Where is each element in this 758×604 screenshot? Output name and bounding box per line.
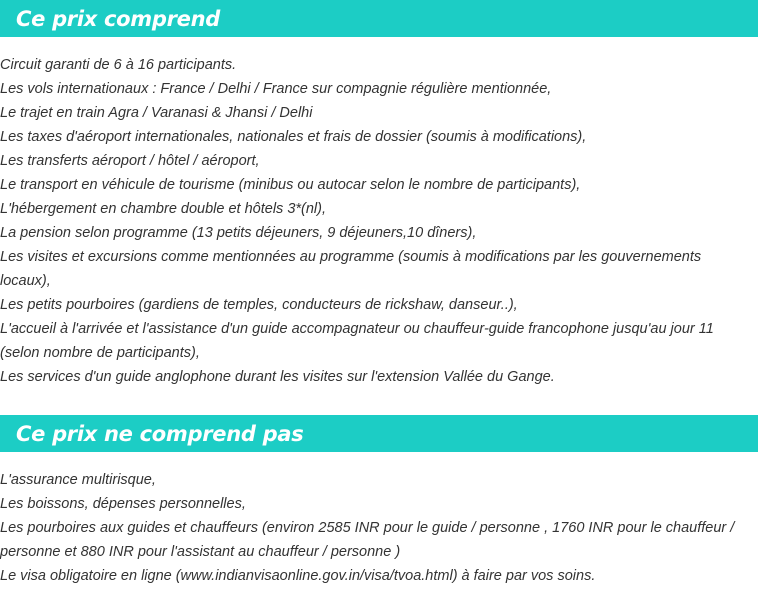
included-item: Le trajet en train Agra / Varanasi & Jhansi / Delhi <box>0 105 313 121</box>
included-item: Les services d'un guide anglophone durant les visites sur l'extension Vallée du Gange. <box>0 369 555 385</box>
included-item: Les visites et excursions comme mentionnées au programme (soumis à modifications par les gouvernements locaux), <box>0 249 702 289</box>
included-item: Circuit garanti de 6 à 16 participants. <box>0 57 237 73</box>
included-item: L'accueil à l'arrivée et l'assistance d'un guide accompagnateur ou chauffeur-guide francophone jusqu'au jour 11 (selon nombre de participants), <box>0 321 714 361</box>
included-item: La pension selon programme (13 petits déjeuners, 9 déjeuners,10 dîners), <box>0 225 477 241</box>
included-item: Le transport en véhicule de tourisme (minibus ou autocar selon le nombre de participants), <box>0 177 581 193</box>
included-item: Les petits pourboires (gardiens de temples, conducteurs de rickshaw, danseur..), <box>0 297 518 313</box>
included-section-header <box>0 0 758 37</box>
included-item: Les taxes d'aéroport internationales, nationales et frais de dossier (soumis à modifications), <box>0 129 587 145</box>
included-section-title: Ce prix comprend <box>16 6 220 31</box>
included-item: L'hébergement en chambre double et hôtels 3*(nl), <box>0 201 327 217</box>
excluded-section-title: Ce prix ne comprend pas <box>16 421 304 446</box>
included-item: Les transferts aéroport / hôtel / aéroport, <box>0 153 260 169</box>
included-item: Les vols internationaux : France / Delhi / France sur compagnie régulière mentionnée, <box>0 81 552 97</box>
excluded-section-header <box>0 415 758 452</box>
excluded-item: L'assurance multirisque, <box>0 472 156 488</box>
excluded-items-list <box>0 468 758 588</box>
included-items-list <box>0 53 758 389</box>
excluded-item: Les pourboires aux guides et chauffeurs (environ 2585 INR pour le guide / personne , 1760 INR pour le chauffeur / personne et 880 INR pour l'assistant au chauffeur / personne ) <box>0 520 735 560</box>
excluded-item: Le visa obligatoire en ligne (www.indianvisaonline.gov.in/visa/tvoa.html) à faire par vos soins. <box>0 568 596 584</box>
excluded-item: Les boissons, dépenses personnelles, <box>0 496 246 512</box>
